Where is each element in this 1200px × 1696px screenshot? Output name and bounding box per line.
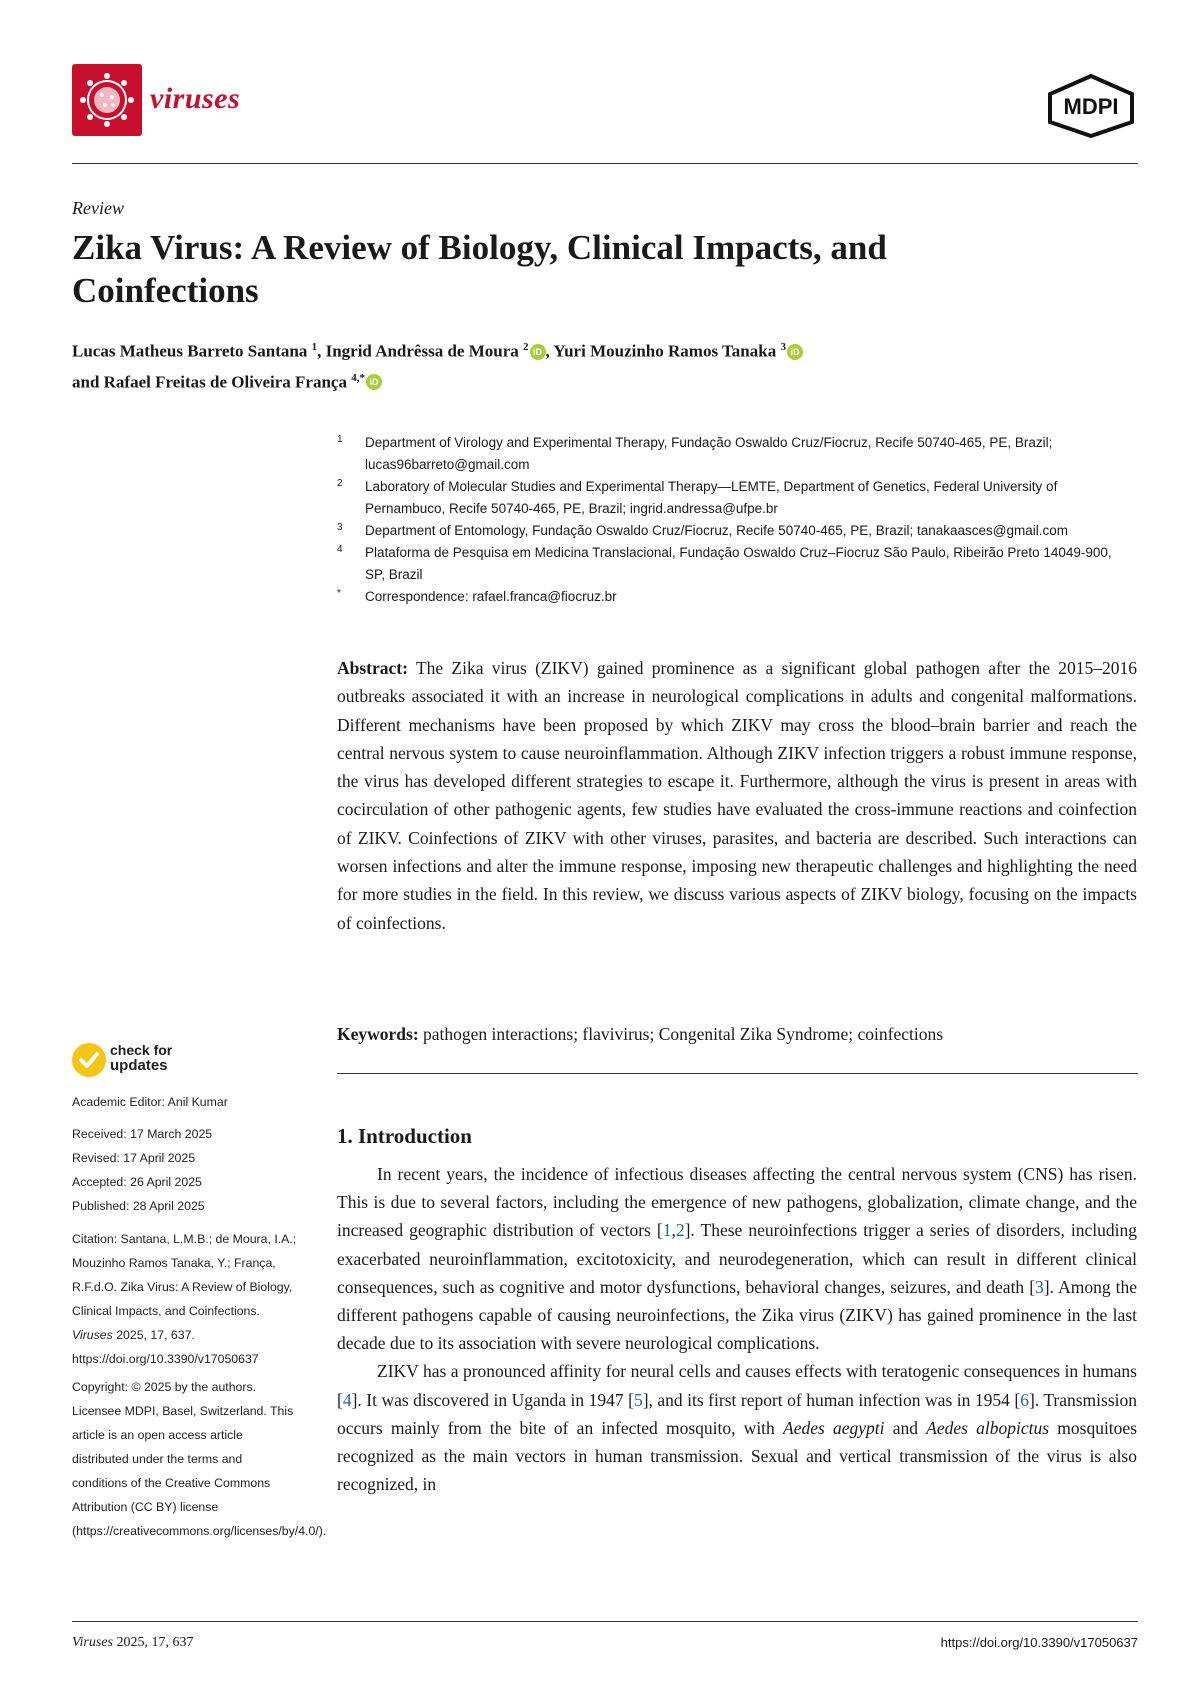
affiliation-number: * [337,588,341,599]
author-name[interactable]: and Rafael Freitas de Oliveira França [72,372,347,392]
section-heading: 1. Introduction [337,1124,472,1148]
keywords-text: pathogen interactions; flavivirus; Congenital Zika Syndrome; coinfections [423,1024,944,1044]
author-affil-marker: 4,* [351,371,365,384]
check-for-updates-line2: updates [110,1057,168,1074]
paragraph-text: mosquitoes recognized as the main vectors in human transmission. Sexual and vertical transmission of the virus is also recognized, in [337,1417,1138,1495]
paragraph-text: ZIKV has a pronounced affinity for neural cells and causes effects with teratogenic consequences in humans [ [337,1361,1137,1410]
header-divider [72,163,1138,164]
author-name[interactable]: Ingrid Andrêssa de Moura [325,341,519,361]
affiliation-text: Laboratory of Molecular Studies and Experimental Therapy—LEMTE, Department of Genetics, Federal University of Pernambuco, Recife 50740-465, PE, Brazil; ingrid.andressa@ufpe.br [365,479,1058,516]
author-separator: , [545,341,554,361]
paragraph-text: ]. Transmission occurs mainly from the bite of an infected mosquito, with [337,1389,1138,1438]
date-revised: Revised: 17 April 2025 [72,1151,196,1165]
academic-editor: Academic Editor: Anil Kumar [72,1095,228,1109]
paragraph-text: In recent years, the incidence of infectious diseases affecting the central nervous system (CNS) has risen. This is due to several factors, including the emergence of new pathogens, globalization, climate change, and the increased geographic distribution of vectors [ [337,1164,1137,1241]
journal-name: viruses [150,82,241,115]
journal-logo [72,64,142,136]
footer-divider [72,1621,1138,1622]
publisher-name: MDPI [1063,94,1119,119]
keywords-label: Keywords: [337,1024,419,1044]
correspondence [335,586,1135,608]
author-name[interactable]: Lucas Matheus Barreto Santana [72,341,308,361]
reference-link[interactable]: 1 [662,1220,672,1241]
citation-doi[interactable]: 2025, 17, 637. https://doi.org/10.3390/v17050637 [72,1328,259,1366]
affiliation-number: 3 [337,522,343,533]
affiliation-number: 4 [337,544,343,555]
paragraph-text: ]. It was discovered in Uganda in 1947 [ [351,1389,634,1410]
keywords [337,1020,1137,1048]
abstract-label: Abstract: [337,658,408,678]
article-title: Zika Virus: A Review of Biology, Clinical Impacts, and Coinfections [72,228,887,310]
abstract-text: The Zika virus (ZIKV) gained prominence as a significant global pathogen after the 2015–2016 outbreaks associated it with an increase in neurological complications in adults and congenital malformations. Different mechanisms have been proposed by which ZIKV may cross the blood–brain barrier and reach the central nervous system to cause neuroinflammation. Although ZIKV infection triggers a robust immune response, the virus has developed different strategies to escape it. Furthermore, although the virus is present in areas with cocirculation of other pathogenic agents, few studies have evaluated the cross-immune reactions and coinfection of ZIKV. Coinfections of ZIKV with other viruses, parasites, and bacteria are described. Such interactions can worsen infections and alter the immune response, imposing new therapeutic challenges and highlighting the need for more studies in the field. In this review, we discuss various aspects of ZIKV biology, focusing on the impacts of coinfections. [337,658,1137,933]
check-for-updates-button[interactable] [110,1043,172,1073]
reference-link[interactable]: 3 [1035,1276,1044,1297]
footer-volume: 2025, 17, 637 [112,1635,194,1650]
affiliation-number: 2 [337,478,343,489]
author-name[interactable]: Yuri Mouzinho Ramos Tanaka [553,341,777,361]
affiliation-text: Department of Entomology, Fundação Oswaldo Cruz/Fiocruz, Recife 50740-465, PE, Brazil; tanakaasces@gmail.com [365,523,1069,538]
author-affil-marker: 2 [523,341,529,353]
abstract [337,654,1137,937]
species-name: Aedes albopictus [926,1417,1050,1438]
abstract-divider [337,1073,1138,1074]
author-separator: , [317,341,326,361]
copyright: Copyright: © 2025 by the authors. Licensee MDPI, Basel, Switzerland. This article is an open access article distributed under the terms and conditions of the Creative Commons Attribution (CC BY) license (https://creativecommons.org/licenses/by/4.0/). [72,1380,327,1538]
publication-dates [72,1122,300,1218]
date-accepted: Accepted: 26 April 2025 [72,1175,202,1189]
date-received: Received: 17 March 2025 [72,1127,213,1141]
affiliation-item [335,476,1135,520]
reference-link[interactable]: 4 [342,1389,352,1410]
introduction-body [337,1160,1137,1498]
paragraph-text: , [671,1220,676,1241]
paragraph-text: ], and its first report of human infection was in 1954 [ [642,1389,1021,1410]
citation [72,1227,300,1371]
reference-link[interactable]: 5 [633,1389,643,1410]
citation-journal: Viruses [72,1328,113,1342]
paragraph [337,1357,1137,1498]
footer-journal: Viruses [72,1635,113,1650]
footer-doi-link[interactable]: https://doi.org/10.3390/v17050637 [940,1635,1138,1650]
check-for-updates-line1: check for [110,1042,173,1058]
paragraph-text: and [884,1417,927,1438]
correspondence-text[interactable]: Correspondence: rafael.franca@fiocruz.br [365,589,617,604]
affiliations [335,432,1135,608]
affiliation-item [335,542,1135,586]
article-type: Review [72,198,124,218]
affiliation-item [335,520,1135,542]
paragraph [337,1160,1137,1357]
affiliation-text: Plataforma de Pesquisa em Medicina Translacional, Fundação Oswaldo Cruz–Fiocruz São Paulo, Ribeirão Preto 14049-900, SP, Brazil [365,545,1112,582]
date-published: Published: 28 April 2025 [72,1199,205,1213]
orcid-icon[interactable]: iD [530,344,546,360]
author-affil-marker: 3 [780,341,786,353]
citation-text: Citation: Santana, L.M.B.; de Moura, I.A.; Mouzinho Ramos Tanaka, Y.; França, R.F.d.O. Zika Virus: A Review of Biology, Clinical Impacts, and Coinfections. [72,1232,297,1318]
orcid-icon[interactable]: iD [366,374,382,390]
paragraph-text: ]. These neuroinfections trigger a series of disorders, including exacerbated neuroinflammation, excitotoxicity, and neurodegeneration, which can result in different clinical consequences, such as cognitive and motor dysfunctions, behavioral changes, seizures, and death [ [337,1220,1138,1297]
author-affil-marker: 1 [311,341,318,353]
species-name: Aedes aegypti [783,1417,885,1438]
orcid-icon[interactable]: iD [787,344,803,360]
publisher-logo [1044,74,1138,138]
reference-link[interactable]: 2 [675,1220,685,1241]
paragraph-text: ]. Among the different pathogens capable of causing neuroinfections, the Zika virus (ZIKV) has gained prominence in the last decade due to its association with severe neurological complications. [337,1276,1137,1354]
author-list [72,334,1072,395]
check-for-updates-icon[interactable] [72,1043,106,1077]
affiliation-item [335,432,1135,476]
reference-link[interactable]: 6 [1020,1389,1029,1410]
affiliation-number: 1 [337,434,343,445]
footer-citation [72,1635,193,1651]
virus-icon [72,64,142,136]
affiliation-text: Department of Virology and Experimental Therapy, Fundação Oswaldo Cruz/Fiocruz, Recife 50740-465, PE, Brazil; lucas96barreto@gmail.com [365,435,1053,472]
